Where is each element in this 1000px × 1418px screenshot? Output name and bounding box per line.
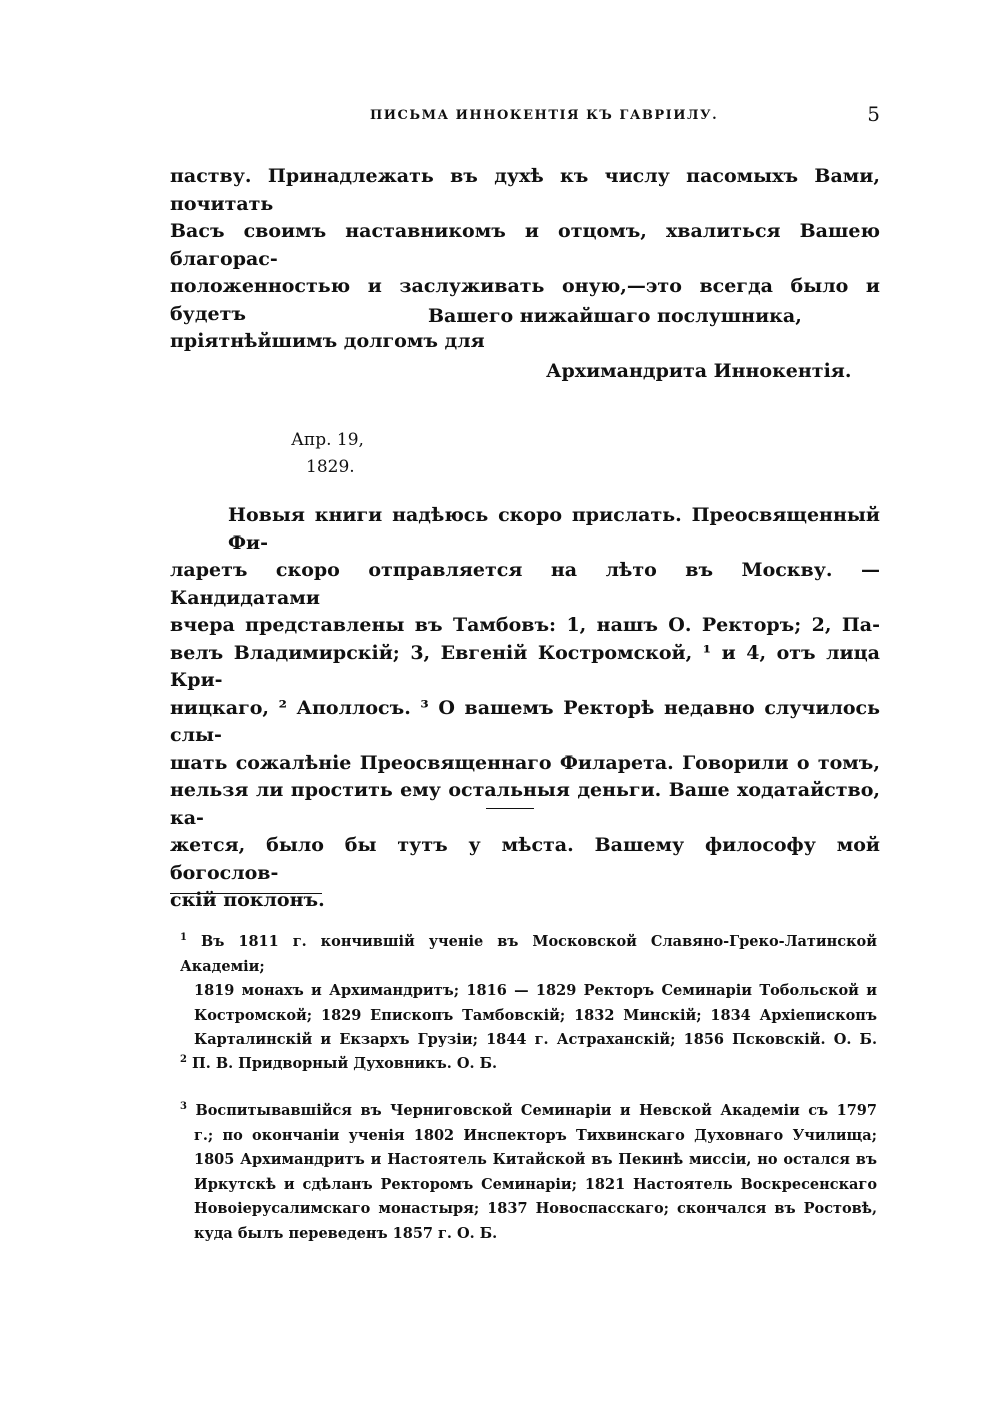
footnote-2 — [180, 1052, 877, 1077]
footnote-text: Воспитывавшійся въ Черниговской Семинаріи и Невской Академіи съ 1797 — [195, 1102, 877, 1119]
footnote-line: Карталинскій и Екзархъ Грузіи; 1844 г. Астраханскій; 1856 Псковскій. О. Б. — [194, 1031, 877, 1048]
footnote-line: Костромской; 1829 Епископъ Тамбовскій; 1832 Минскій; 1834 Архіепископъ — [194, 1006, 877, 1024]
footnote-line — [180, 930, 877, 979]
footnote-line: Иркутскѣ и сдѣланъ Ректоромъ Семинаріи; 1821 Настоятель Воскресенскаго — [194, 1175, 877, 1193]
closing-salutation: Вашего нижайшаго послушника, — [428, 305, 802, 327]
footnote-line: 1805 Архимандритъ и Настоятель Китайской въ Пекинѣ миссіи, но остался въ — [194, 1151, 877, 1168]
footnote-1 — [180, 930, 877, 1053]
footnote-rule — [170, 893, 322, 894]
running-title: ПИСЬМА ИННОКЕНТІЯ КЪ ГАВРІИЛУ. — [370, 108, 719, 123]
postscript-line: велъ Владимирскій; 3, Евгеній Костромской, ¹ и 4, отъ лица Кри- — [170, 641, 880, 691]
footnote-line — [180, 1052, 877, 1077]
footnote-marker: 1 — [180, 932, 187, 944]
footnote-line: Новоіерусалимскаго монастыря; 1837 Новоспасскаго; скончался въ Ростовѣ, — [194, 1200, 877, 1217]
footnote-text: П. В. Придворный Духовникъ. О. Б. — [192, 1055, 498, 1072]
footnote-line — [180, 1099, 877, 1124]
postscript-line: вчера представлены въ Тамбовъ: 1, нашъ О. Ректоръ; 2, Па- — [170, 614, 880, 636]
postscript — [170, 502, 880, 915]
date-line: Апр. 19, — [291, 430, 364, 450]
footnote-line: 1819 монахъ и Архимандритъ; 1816 — 1829 Ректоръ Семинаріи Тобольской и — [194, 982, 877, 999]
footnote-marker: 3 — [180, 1101, 187, 1113]
letter-line: положенностью и заслуживать оную,—это всегда было и будетъ — [170, 275, 880, 325]
section-divider — [486, 808, 534, 809]
postscript-line: жется, было бы тутъ у мѣста. Вашему философу мой богослов- — [170, 834, 880, 884]
postscript-line: нельзя ли простить ему остальныя деньги. Ваше ходатайство, ка- — [170, 779, 880, 829]
page-header — [170, 102, 880, 132]
footnote-marker: 2 — [180, 1054, 187, 1066]
footnote-line: куда былъ переведенъ 1857 г. О. Б. — [194, 1224, 498, 1242]
footnote-line: г.; по окончаніи ученія 1802 Инспекторъ Тихвинскаго Духовнаго Училища; — [194, 1126, 877, 1144]
signature: Архимандрита Иннокентія. — [546, 360, 852, 382]
page-number: 5 — [867, 102, 880, 126]
letter-line: Васъ своимъ наставникомъ и отцомъ, хвалиться Вашею благорас- — [170, 220, 880, 270]
postscript-line: Новыя книги надѣюсь скоро прислать. Преосвященный Фи- — [228, 504, 880, 554]
postscript-line: шать сожалѣніе Преосвященнаго Филарета. Говорили о томъ, — [170, 751, 880, 774]
date-year: 1829. — [306, 457, 355, 477]
footnote-text: Въ 1811 г. кончившій ученіе въ Московской Славяно-Греко-Латинской Академіи; — [180, 933, 877, 975]
letter-line: паству. Принадлежать въ духѣ къ числу пасомыхъ Вами, почитать — [170, 165, 880, 215]
postscript-line: ницкаго, ² Аполлосъ. ³ О вашемъ Ректорѣ недавно случилось слы- — [170, 696, 880, 746]
postscript-line: скій поклонъ. — [170, 889, 325, 911]
footnote-3 — [180, 1099, 877, 1246]
letter-line: пріятнѣйшимъ долгомъ для — [170, 330, 485, 352]
postscript-line: ларетъ скоро отправляется на лѣто въ Москву. — Кандидатами — [170, 559, 880, 609]
